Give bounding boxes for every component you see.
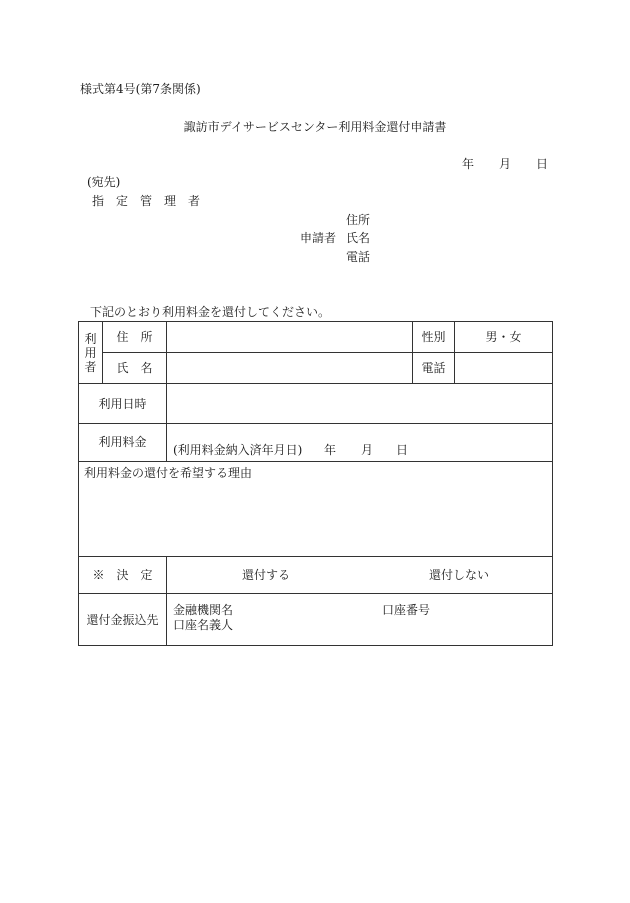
date-month: 月 <box>499 157 512 171</box>
decision-field <box>167 557 553 594</box>
date-day: 日 <box>536 157 549 171</box>
reason-label: 利用料金の還付を希望する理由 <box>84 466 253 480</box>
account-holder-label: 口座名義人 <box>173 618 234 632</box>
transfer-field[interactable] <box>167 594 553 646</box>
applicant-phone-label: 電話 <box>346 250 371 264</box>
user-phone-field[interactable] <box>455 353 553 384</box>
addressee-name: 指 定 管 理 者 <box>92 194 201 208</box>
applicant-name-label: 氏名 <box>346 231 371 245</box>
user-name-label: 氏 名 <box>103 353 167 384</box>
refund-form-table <box>78 321 553 646</box>
user-phone-label: 電話 <box>413 353 455 384</box>
usage-datetime-field[interactable] <box>167 384 553 424</box>
fee-label: 利用料金 <box>79 424 167 462</box>
applicant-label: 申請者 <box>300 231 337 245</box>
usage-datetime-label: 利用日時 <box>79 384 167 424</box>
transfer-label: 還付金振込先 <box>79 594 167 646</box>
date-year: 年 <box>462 157 475 171</box>
user-address-field[interactable] <box>167 322 413 353</box>
fee-field[interactable] <box>167 424 553 462</box>
form-title: 諏訪市デイサービスセンター利用料金還付申請書 <box>183 120 447 134</box>
decision-label: ※ 決 定 <box>79 557 167 594</box>
reason-field[interactable] <box>79 462 553 557</box>
decision-no-refund-option[interactable]: 還付しない <box>429 568 490 582</box>
bank-name-label: 金融機関名 <box>173 603 234 617</box>
intro-text: 下記のとおり利用料金を還付してください。 <box>90 305 331 319</box>
user-label: 利 用 者 <box>79 322 103 384</box>
decision-refund-option[interactable]: 還付する <box>242 568 291 582</box>
fee-paid-label: (利用料金納入済年月日) <box>173 443 303 457</box>
form-number: 様式第4号(第7条関係) <box>80 82 201 96</box>
account-number-label: 口座番号 <box>382 603 431 617</box>
fee-paid-month: 月 <box>361 443 374 457</box>
addressee-label: (宛先) <box>87 175 121 189</box>
user-name-field[interactable] <box>167 353 413 384</box>
user-address-label: 住 所 <box>103 322 167 353</box>
gender-label: 性別 <box>413 322 455 353</box>
fee-paid-day: 日 <box>396 443 409 457</box>
gender-options[interactable]: 男・女 <box>455 322 553 353</box>
fee-paid-year: 年 <box>324 443 337 457</box>
applicant-address-label: 住所 <box>346 213 371 227</box>
